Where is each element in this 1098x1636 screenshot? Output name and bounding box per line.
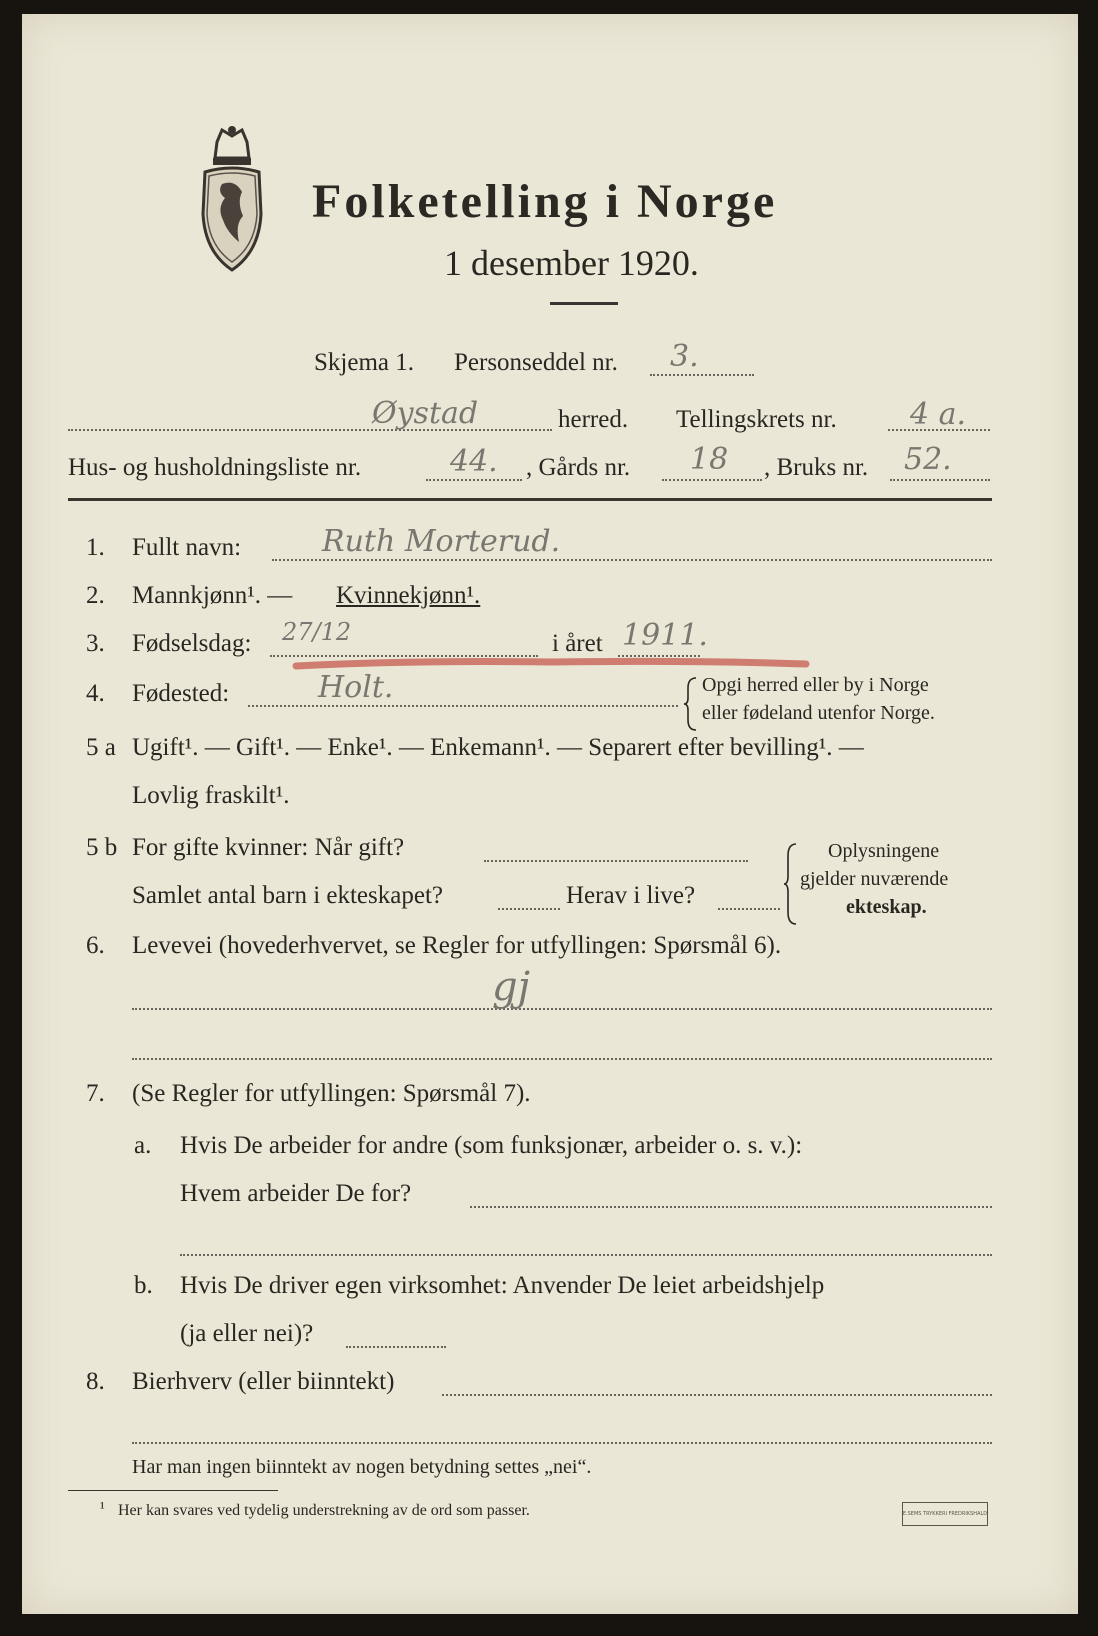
q4-label: Fødested: [132,680,230,707]
coat-of-arms-icon [187,124,277,274]
marriage-note-3: ekteskap. [846,896,927,918]
skjema-label: Skjema 1. [314,349,414,376]
printer-stamp [902,1502,988,1526]
gender-female-option[interactable]: Kvinnekjønn¹. [336,582,481,609]
gender-male-option[interactable]: Mannkjønn¹. — [132,582,293,609]
census-form [22,14,1078,1614]
birthplace-note-2: eller fødeland utenfor Norge. [702,702,935,724]
herred-field[interactable] [68,429,552,431]
full-name-value: Ruth Morterud. [322,524,561,559]
q1-number: 1. [86,534,105,561]
hus-label: Hus- og husholdningsliste nr. [68,454,362,481]
gaards-label: , Gårds nr. [526,454,631,481]
marital-status-options[interactable]: Ugift¹. — Gift¹. — Enke¹. — Enkemann¹. — Separert efter bevilling¹. — [132,734,864,761]
brace-icon [784,842,798,926]
footnote-mark: ¹ [100,1500,105,1517]
printer-stamp-text: E.SEMS TRYKKERI FREDRIKSHALD [902,1511,988,1517]
q7a-question: Hvis De arbeider for andre (som funksjonær, arbeider o. s. v.): [180,1132,803,1159]
children-alive-label: Herav i live? [566,882,696,909]
q7-label: (Se Regler for utfyllingen: Spørsmål 7). [132,1080,531,1107]
hired-help-field[interactable] [346,1346,446,1348]
bruks-label: , Bruks nr. [764,454,869,481]
side-income-note: Har man ingen biinntekt av nogen betydning settes „nei“. [132,1456,592,1478]
birthplace-field[interactable] [248,705,678,707]
q3-label: Fødselsdag: [132,630,252,657]
employer-field-2[interactable] [180,1254,992,1256]
q5a-number: 5 a [86,734,116,761]
form-title: Folketelling i Norge [312,175,778,228]
q2-number: 2. [86,582,105,609]
personseddel-value: 3. [670,339,699,374]
side-income-field-2[interactable] [132,1442,992,1444]
occupation-label: Levevei (hovederhvervet, se Regler for utfyllingen: Spørsmål 6). [132,932,782,959]
children-count-field[interactable] [498,908,560,910]
krets-value: 4 a. [910,397,967,432]
bruks-field[interactable] [890,479,990,481]
hus-field[interactable] [426,479,522,481]
children-count-label: Samlet antal barn i ekteskapet? [132,882,443,909]
marriage-note-1: Oplysningene [828,840,940,862]
side-income-field-1[interactable] [442,1394,992,1396]
footnote-rule [68,1490,278,1491]
birthyear-value: 1911. [622,618,708,653]
q7-number: 7. [86,1080,105,1107]
birthplace-value: Holt. [318,670,394,705]
footnote-text: Her kan svares ved tydelig understrekning av de ord som passer. [118,1502,530,1519]
q8-number: 8. [86,1368,105,1395]
q1-label: Fullt navn: [132,534,242,561]
full-name-field[interactable] [272,559,992,561]
q3-number: 3. [86,630,105,657]
q7a-letter: a. [134,1132,152,1159]
header-rule [68,498,992,501]
occupation-field-1[interactable] [132,1008,992,1010]
hired-help-label: (ja eller nei)? [180,1320,314,1347]
occupation-field-2[interactable] [132,1058,992,1060]
q7b-question: Hvis De driver egen virksomhet: Anvender De leiet arbeidshjelp [180,1272,825,1299]
children-alive-field[interactable] [718,908,780,910]
census-date: 1 desember 1920. [444,243,699,283]
q4-number: 4. [86,680,105,707]
occupation-value: gj [492,964,531,1010]
q5b-number: 5 b [86,834,118,861]
employer-label: Hvem arbeider De for? [180,1180,412,1207]
personseddel-field[interactable] [650,374,754,376]
personseddel-label: Personseddel nr. [454,349,618,376]
hus-value: 44. [450,444,498,479]
birthplace-note-1: Opgi herred eller by i Norge [702,674,929,696]
bruks-value: 52. [904,442,952,477]
birthyear-label: i året [552,630,603,657]
marriage-note-2: gjelder nuværende [800,868,949,890]
birthdate-value: 27/12 [282,618,352,646]
title-divider [550,302,618,305]
gaards-field[interactable] [662,479,762,481]
q7b-letter: b. [134,1272,153,1299]
krets-label: Tellingskrets nr. [676,406,837,433]
gaards-value: 18 [690,442,729,477]
married-when-label: For gifte kvinner: Når gift? [132,834,405,861]
married-when-field[interactable] [484,860,748,862]
brace-icon [684,676,698,732]
q6-number: 6. [86,932,105,959]
side-income-label: Bierhverv (eller biinntekt) [132,1368,395,1395]
employer-field-1[interactable] [470,1206,992,1208]
herred-value: Øystad [372,396,479,431]
marital-divorced-option[interactable]: Lovlig fraskilt¹. [132,782,290,809]
herred-label: herred. [558,406,629,433]
